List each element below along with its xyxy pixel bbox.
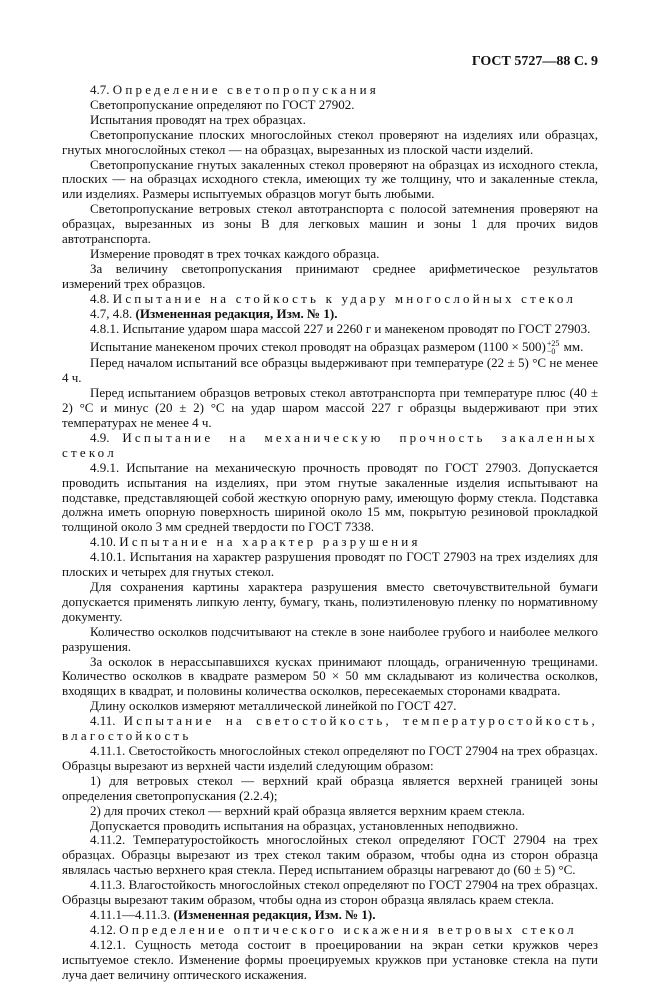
- paragraph-text: 4.8.1. Испытание ударом шара массой 227 и 2260 г и манекеном проводят по ГОСТ 27903.: [90, 320, 591, 336]
- paragraph: [62, 340, 598, 356]
- section-heading: [62, 431, 598, 461]
- tolerance: [547, 340, 560, 356]
- page-header: ГОСТ 5727—88 С. 9: [471, 54, 598, 69]
- section-heading: [62, 714, 598, 744]
- section-title: Испытание на механическую прочность закаленных стекол: [62, 429, 598, 460]
- paragraph: [62, 774, 598, 804]
- paragraph-text: Количество осколков подсчитывают на стекле в зоне наиболее грубого и наиболее мелкого разрушения.: [62, 623, 598, 654]
- section-number: 4.10.: [90, 534, 116, 550]
- amendment-note: [62, 307, 598, 322]
- paragraph-text: За осколок в нерассыпавшихся кусках принимают площадь, ограниченную трещинами. Количество осколков в квадрате размером 50 × 50 мм складывают из количества осколков, входящих в квадрат, и половины количества осколков, пересекаемых сторонами квадрата.: [62, 653, 598, 699]
- section-title: Испытание на светостойкость, температуростойкость, влагостойкость: [62, 713, 599, 744]
- paragraph-text: Перед началом испытаний все образцы выдерживают при температуре (22 ± 5) °С не менее 4 ч.: [62, 355, 598, 386]
- section-number: 4.7.: [90, 82, 110, 97]
- paragraph: [62, 878, 598, 908]
- paragraph-text: Светопропускание ветровых стекол автотранспорта с полосой затемнения проверяют на образцах, вырезанных из зоны В для легковых машин и зоны 1 для прочих видов автотранспорта.: [62, 201, 598, 247]
- paragraph-text: 4.12.1. Сущность метода состоит в проецировании на экран сетки кружков через испытуемое стекло. Изменение формы проецируемых кружков при установке стекла на пути луча дает величину оптического искажения.: [62, 936, 598, 982]
- paragraph-text: Длину осколков измеряют металлической линейкой по ГОСТ 427.: [90, 698, 457, 714]
- section-title: Определение оптического искажения ветровых стекол: [119, 921, 577, 937]
- paragraph: [62, 744, 598, 774]
- section-heading: [62, 292, 598, 307]
- amendment-ref: 4.11.1—4.11.3.: [90, 906, 171, 922]
- amendment-note: [62, 908, 598, 923]
- paragraph: [62, 98, 598, 113]
- paragraph: [62, 699, 598, 714]
- paragraph: [62, 113, 598, 128]
- section-number: 4.11.: [90, 713, 116, 729]
- paragraph-text: Испытания проводят на трех образцах.: [90, 111, 306, 127]
- paragraph: [62, 580, 598, 625]
- paragraph: [62, 386, 598, 431]
- paragraph: [62, 655, 598, 700]
- paragraph: [62, 625, 598, 655]
- paragraph-text: Светопропускание определяют по ГОСТ 27902.: [90, 96, 355, 112]
- paragraph: [62, 356, 598, 386]
- document-body: [62, 83, 598, 982]
- section-title: Испытание на характер разрушения: [119, 534, 421, 550]
- section-title: Определение светопропускания: [112, 82, 379, 97]
- paragraph-text: 4.10.1. Испытания на характер разрушения проводят по ГОСТ 27903 на трех изделиях для плоских и четырех для гнутых стекол.: [62, 549, 598, 580]
- amendment-text: (Измененная редакция, Изм. № 1).: [135, 305, 338, 321]
- paragraph: [62, 461, 598, 536]
- paragraph: [62, 247, 598, 262]
- section-heading: [62, 83, 598, 98]
- paragraph-text: 2) для прочих стекол — верхний край образца является верхним краем стекла.: [90, 802, 525, 818]
- paragraph-text: 1) для ветровых стекол — верхний край образца является верхней границей зоны определения светопропускания (2.2.4);: [62, 772, 598, 803]
- paragraph: [62, 202, 598, 247]
- paragraph: [62, 550, 598, 580]
- paragraph: [62, 938, 598, 982]
- paragraph-text: Светопропускание плоских многослойных стекол проверяют на изделиях или образцах, гнутых многослойных стекол — на образцах, вырезанных из плоской части изделий.: [62, 126, 598, 157]
- section-title: Испытание на стойкость к удару многослойных стекол: [112, 290, 577, 306]
- paragraph-text: Светопропускание гнутых закаленных стекол проверяют на образцах из исходного стекла, плоских — на образцах исходного стекла, имеющих ту же толщину, что и закаленные стекла, или изделиях. Размеры испытуемых образцов могут быть любыми.: [62, 156, 598, 202]
- paragraph: [62, 322, 598, 337]
- paragraph-text: 4.11.3. Влагостойкость многослойных стекол определяют по ГОСТ 27904 на трех образцах. Образцы вырезают таким образом, чтобы одна из сторон образца являлась краем стекла.: [62, 877, 598, 908]
- tol-lower: −0: [546, 347, 556, 357]
- paragraph: [62, 262, 598, 292]
- paragraph: [62, 833, 598, 878]
- amendment-text: (Измененная редакция, Изм. № 1).: [173, 906, 376, 922]
- section-number: 4.9.: [90, 429, 110, 445]
- section-number: 4.12.: [90, 921, 116, 937]
- section-number: 4.8.: [90, 290, 110, 306]
- paragraph-text: Измерение проводят в трех точках каждого образца.: [90, 245, 380, 261]
- section-heading: [62, 535, 598, 550]
- paragraph: [62, 128, 598, 158]
- paragraph-text: 4.11.1. Светостойкость многослойных стекол определяют по ГОСТ 27904 на трех образцах. Образцы вырезают из верхней части изделий следующим образом:: [62, 742, 598, 773]
- paragraph-text-after: мм.: [560, 339, 584, 355]
- amendment-ref: 4.7, 4.8.: [90, 305, 133, 321]
- paragraph-text: 4.9.1. Испытание на механическую прочность проводят по ГОСТ 27903. Допускается проводить испытания на изделиях, при этом гнутые закаленные изделия испытывают на подставке, представляющей собой жесткую опорную раму, имеющую форму стекла. Подставка должна иметь опорную поверхность шириной около 15 мм, покрытую резиновой прокладкой толщиной около 3 мм средней твердости по ГОСТ 7338.: [62, 459, 598, 535]
- paragraph: [62, 819, 598, 834]
- tol-upper: +25: [546, 339, 560, 349]
- paragraph-text: Перед испытанием образцов ветровых стекол автотранспорта при температуре плюс (40 ± 2) °С и минус (20 ± 2) °С на удар шаром массой 227 г образцы выдерживают при этих температурах не менее 4 ч.: [62, 385, 598, 431]
- paragraph: [62, 804, 598, 819]
- paragraph-text: За величину светопропускания принимают среднее арифметическое результатов измерений трех образцов.: [62, 260, 598, 291]
- paragraph-text: Испытание манекеном прочих стекол проводят на образцах размером (1100 × 500): [90, 339, 546, 355]
- paragraph: [62, 158, 598, 203]
- paragraph-text: Для сохранения картины характера разрушения вместо светочувствительной бумаги допускается применять липкую ленту, бумагу, ткань, полиэтиленовую пленку по нормативному документу.: [62, 579, 598, 624]
- paragraph-text: Допускается проводить испытания на образцах, установленных неподвижно.: [90, 817, 519, 833]
- paragraph-text: 4.11.2. Температуростойкость многослойных стекол определяют ГОСТ 27904 на трех образцах. Образцы вырезают из трех стекол таким образом, чтобы одна из сторон образца являлась частью верхнего края стекла. Перед испытанием образцы нагревают до (60 ± 5) °С.: [62, 832, 598, 878]
